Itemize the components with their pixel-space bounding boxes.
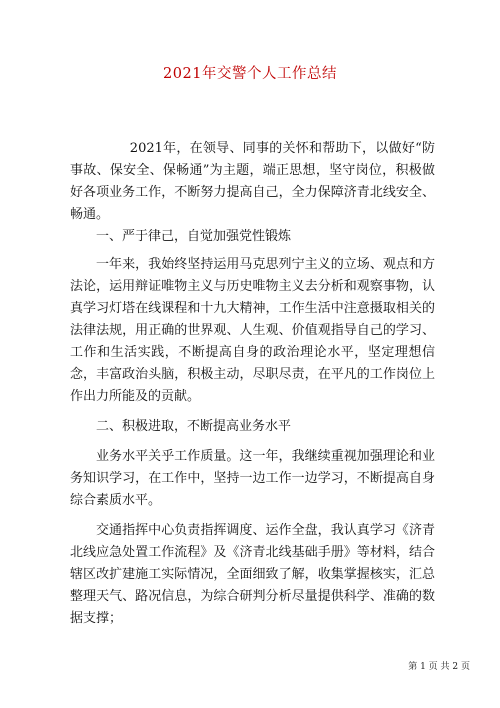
section-heading-1: 一、严于律己，自觉加强党性锻炼 bbox=[96, 229, 292, 244]
section-2-paragraph-2: 交通指挥中心负责指挥调度、运作全盘，我认真学习《济青北线应急处置工作流程》及《济青北线基础手册》等材料，结合辖区改扩建施工实际情况，全面细致了解，收集掌握核实，汇总整理天气、路况信息，为综合研判分析尽量提供科学、准确的数据支撑； bbox=[70, 523, 435, 626]
section-heading-2: 二、积极进取，不断提高业务水平 bbox=[96, 419, 292, 434]
page-number-footer: 第 1 页 共 2 页 bbox=[408, 662, 470, 672]
document-body bbox=[70, 138, 435, 630]
section-2-paragraph-1: 业务水平关乎工作质量。这一年，我继续重视加强理论和业务知识学习，在工作中，坚持一边工作一边学习，不断提高自身综合素质水平。 bbox=[70, 449, 435, 508]
intro-paragraph: 2021年，在领导、同事的关怀和帮助下，以做好“防事故、保安全、保畅通”为主题，端正思想，坚守岗位，积极做好各项业务工作，不断努力提高自己，全力保障济青北线安全、畅通。 bbox=[70, 141, 435, 222]
section-1-paragraph: 一年来，我始终坚持运用马克思列宁主义的立场、观点和方法论，运用辩证唯物主义与历史唯物主义去分析和观察事物，认真学习灯塔在线课程和十九大精神，工作生活中注意摄取相关的法律法规，用正确的世界观、人生观、价值观指导自己的学习、工作和生活实践，不断提高自身的政治理论水平，坚定理想信念，丰富政治头脑，积极主动，尽职尽责，在平凡的工作岗位上作出力所能及的贡献。 bbox=[70, 257, 435, 404]
document-title: 2021年交警个人工作总结 bbox=[163, 66, 337, 82]
